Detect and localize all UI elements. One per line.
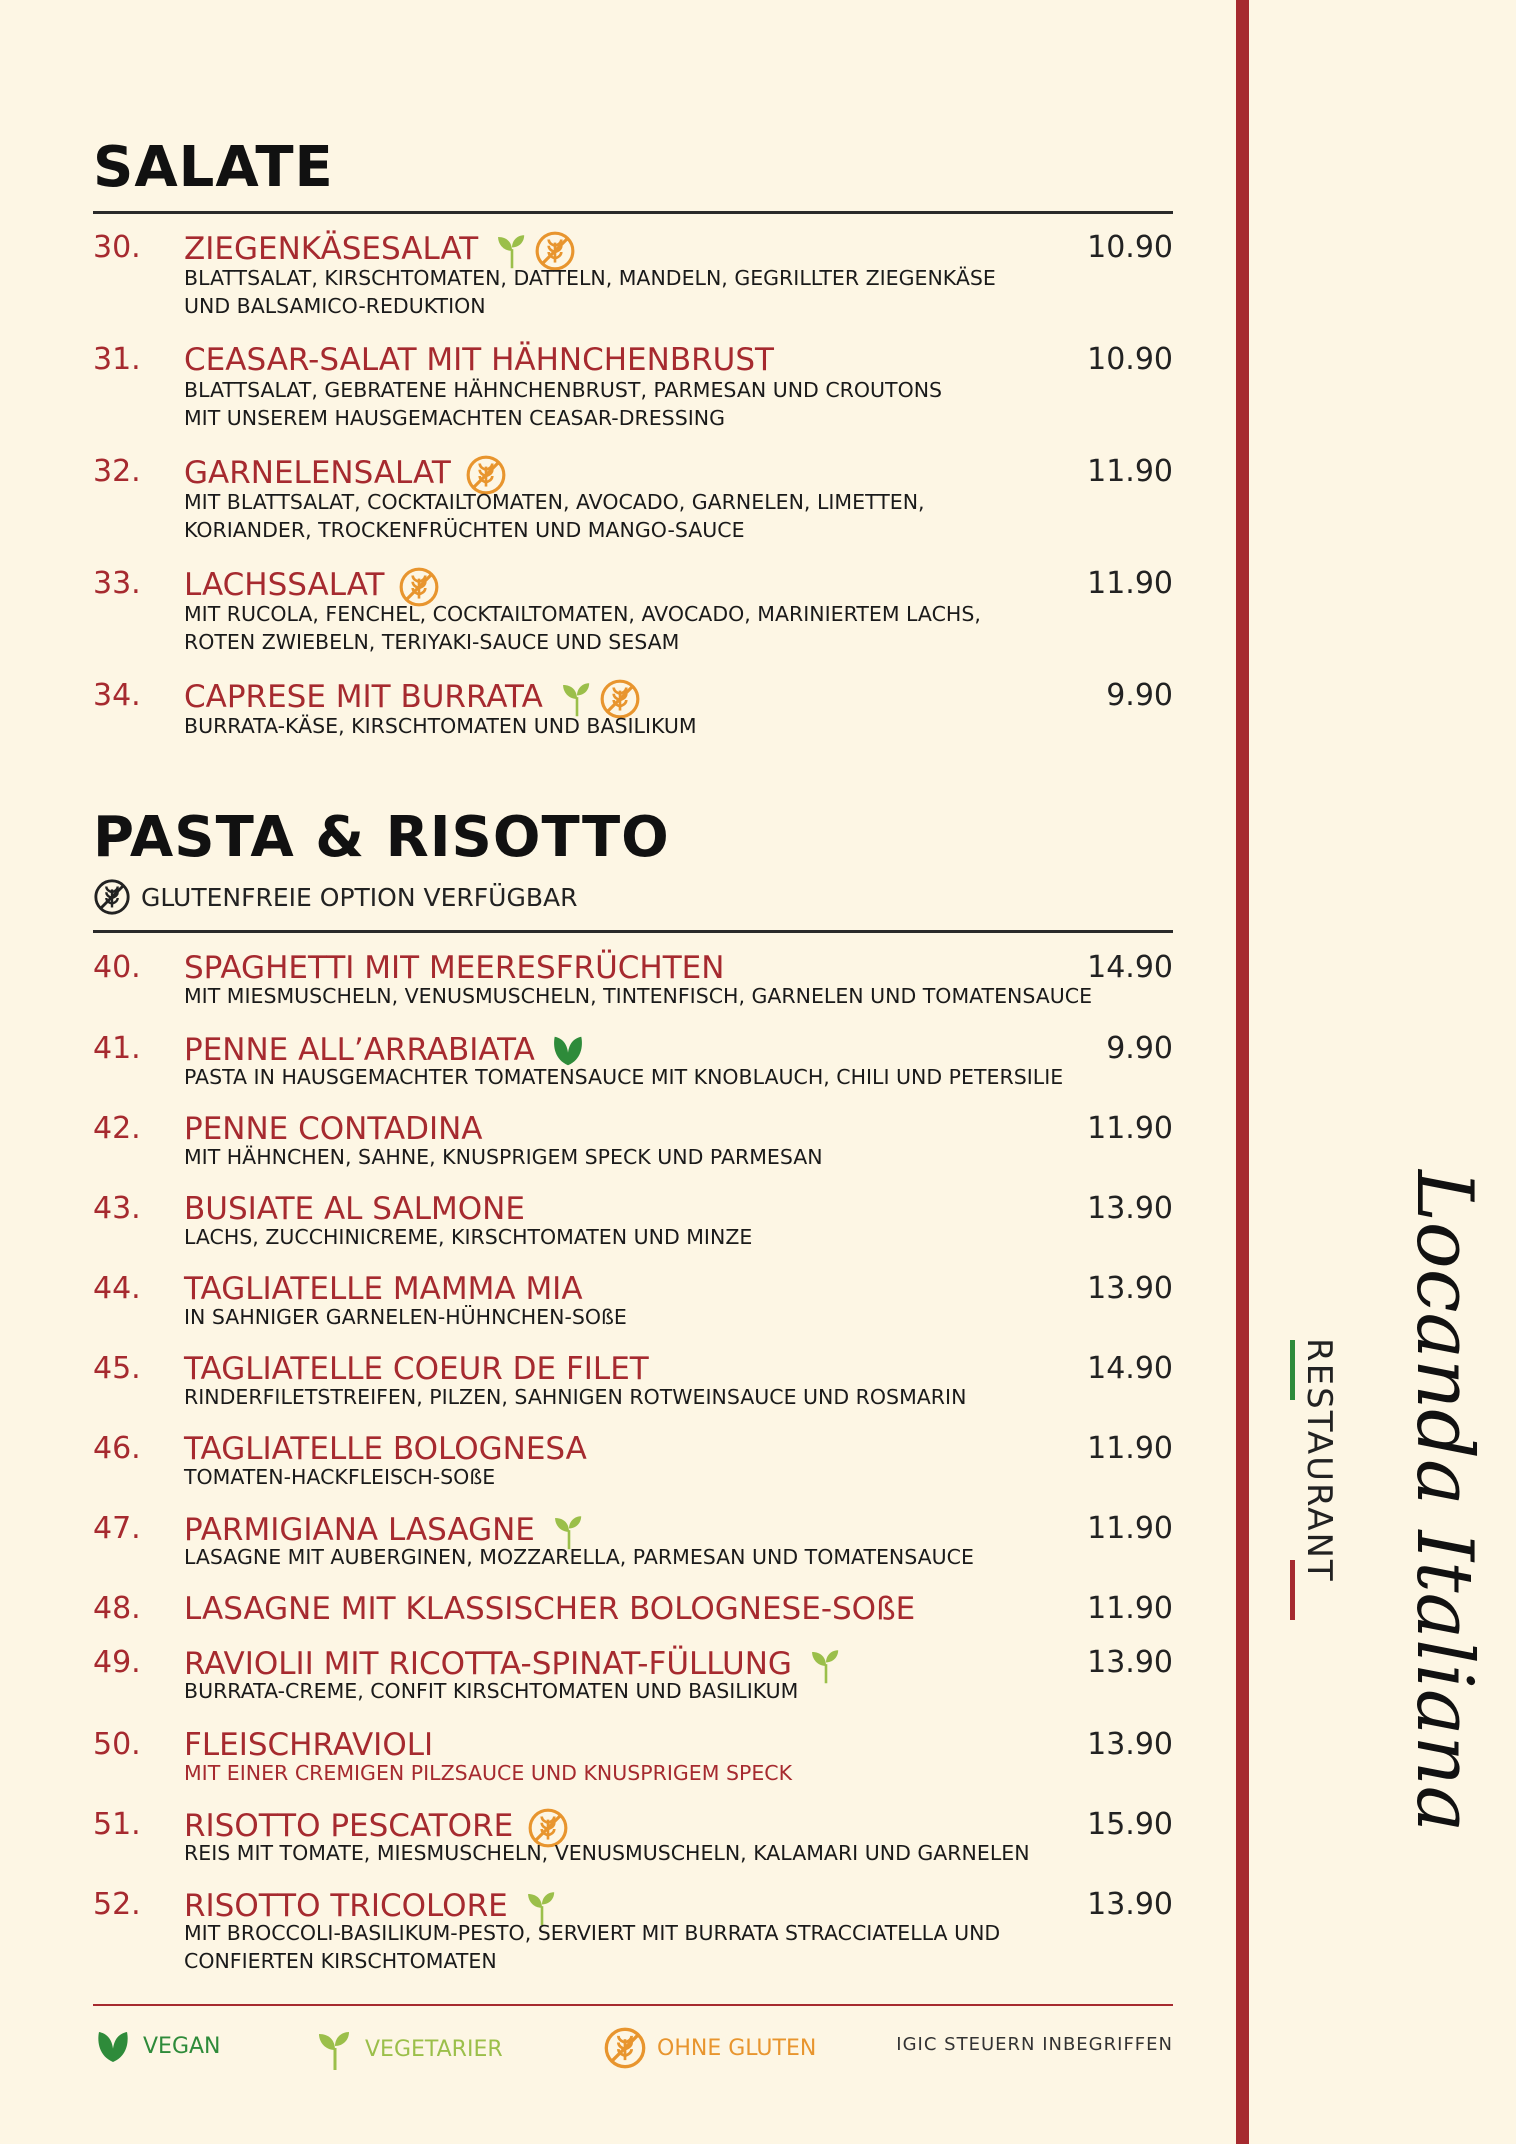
gluten-free-note-text: GLUTENFREIE OPTION VERFÜGBAR [141, 882, 578, 912]
gluten-free-option-icon [93, 878, 131, 916]
diet-icons [557, 678, 637, 716]
item-price: 10.90 [1087, 342, 1173, 377]
item-description: BURRATA-KÄSE, KIRSCHTOMATEN UND BASILIKUM [184, 714, 697, 738]
diet-icons [806, 1645, 844, 1683]
item-price: 14.90 [1087, 950, 1173, 985]
item-name-text: TAGLIATELLE MAMMA MIA [184, 1271, 583, 1307]
item-number: 52. [93, 1887, 141, 1922]
diet-icons [465, 454, 503, 492]
item-price: 11.90 [1087, 1591, 1173, 1626]
item-name-text: TAGLIATELLE BOLOGNESA [184, 1431, 587, 1467]
item-name-text: GARNELENSALAT [184, 455, 451, 491]
item-number: 31. [93, 342, 141, 377]
item-name-text: PENNE CONTADINA [184, 1111, 483, 1147]
item-price: 15.90 [1087, 1807, 1173, 1842]
item-name-text: PARMIGIANA LASAGNE [184, 1512, 535, 1548]
item-price: 13.90 [1087, 1191, 1173, 1226]
item-description-line2: MIT UNSEREM HAUSGEMACHTEN CEASAR-DRESSING [184, 406, 725, 430]
brand-logo [1299, 1160, 1489, 1833]
item-description: BLATTSALAT, KIRSCHTOMATEN, DATTELN, MANDELN, GEGRILLTER ZIEGENKÄSE [184, 266, 996, 290]
legend-vegetarian-label: VEGETARIER [365, 2036, 503, 2062]
legend [93, 2026, 1173, 2086]
item-name [184, 454, 503, 492]
item-number: 30. [93, 230, 141, 265]
item-name-text: BUSIATE AL SALMONE [184, 1191, 525, 1227]
item-description: REIS MIT TOMATE, MIESMUSCHELN, VENUSMUSCHELN, KALAMARI UND GARNELEN [184, 1841, 1030, 1865]
item-name-text: FLEISCHRAVIOLI [184, 1727, 434, 1763]
item-number: 49. [93, 1645, 141, 1680]
item-name-text: TAGLIATELLE COEUR DE FILET [184, 1351, 649, 1387]
item-name-text: RAVIOLII MIT RICOTTA-SPINAT-FÜLLUNG [184, 1646, 792, 1682]
gluten-free-icon [465, 454, 503, 492]
item-name-text: ZIEGENKÄSESALAT [184, 231, 479, 267]
item-name-text: CAPRESE MIT BURRATA [184, 679, 543, 715]
legend-vegetarian [315, 2026, 503, 2072]
legend-vegan-label: VEGAN [143, 2033, 221, 2059]
item-number: 41. [93, 1031, 141, 1066]
item-price: 11.90 [1087, 1111, 1173, 1146]
divider [93, 930, 1173, 933]
item-name-text: RISOTTO TRICOLORE [184, 1888, 508, 1924]
item-description: MIT MIESMUSCHELN, VENUSMUSCHELN, TINTENFISCH, GARNELEN UND TOMATENSAUCE [184, 984, 1093, 1008]
item-price: 13.90 [1087, 1645, 1173, 1680]
item-price: 13.90 [1087, 1727, 1173, 1762]
item-name [184, 1111, 482, 1147]
item-number: 48. [93, 1591, 141, 1626]
item-description-line2: ROTEN ZWIEBELN, TERIYAKI-SAUCE UND SESAM [184, 630, 680, 654]
item-description-line2: KORIANDER, TROCKENFRÜCHTEN UND MANGO-SAUCE [184, 518, 745, 542]
item-description: PASTA IN HAUSGEMACHTER TOMATENSAUCE MIT KNOBLAUCH, CHILI UND PETERSILIE [184, 1065, 1064, 1089]
gluten-free-icon [599, 678, 637, 716]
item-price: 11.90 [1087, 1431, 1173, 1466]
item-name-text: RISOTTO PESCATORE [184, 1808, 514, 1844]
item-number: 43. [93, 1191, 141, 1226]
item-name [184, 1351, 649, 1387]
item-price: 9.90 [1106, 1031, 1173, 1066]
item-name [184, 1431, 587, 1467]
item-description: MIT BLATTSALAT, COCKTAILTOMATEN, AVOCADO, GARNELEN, LIMETTEN, [184, 490, 925, 514]
item-number: 40. [93, 950, 141, 985]
item-number: 32. [93, 454, 141, 489]
item-number: 47. [93, 1511, 141, 1546]
item-description: MIT HÄHNCHEN, SAHNE, KNUSPRIGEM SPECK UND PARMESAN [184, 1145, 823, 1169]
item-description: RINDERFILETSTREIFEN, PILZEN, SAHNIGEN ROTWEINSAUCE UND ROSMARIN [184, 1385, 967, 1409]
diet-icons [492, 230, 572, 268]
item-description-line2: CONFIERTEN KIRSCHTOMATEN [184, 1949, 497, 1973]
item-name-text: SPAGHETTI MIT MEERESFRÜCHTEN [184, 950, 725, 986]
item-description: MIT EINER CREMIGEN PILZSAUCE UND KNUSPRIGEM SPECK [184, 1761, 793, 1785]
brand-subtitle: RESTAURANT [1299, 1338, 1339, 1583]
legend-vegan [93, 2026, 221, 2066]
item-number: 44. [93, 1271, 141, 1306]
item-number: 46. [93, 1431, 141, 1466]
item-name [184, 1271, 583, 1307]
legend-gluten-free [603, 2026, 816, 2070]
item-name [184, 342, 774, 378]
item-description-line2: UND BALSAMICO-REDUKTION [184, 294, 486, 318]
item-description: IN SAHNIGER GARNELEN-HÜHNCHEN-SOßE [184, 1305, 627, 1329]
item-price: 11.90 [1087, 454, 1173, 489]
item-name [184, 1591, 915, 1627]
legend-gluten-free-label: OHNE GLUTEN [657, 2035, 817, 2061]
item-number: 45. [93, 1351, 141, 1386]
section-title-pasta: PASTA & RISOTTO [93, 805, 670, 870]
item-name-text: CEASAR-SALAT MIT HÄHNCHENBRUST [184, 342, 774, 378]
divider [93, 211, 1173, 214]
item-price: 10.90 [1087, 230, 1173, 265]
divider-red [93, 2004, 1173, 2006]
item-name [184, 1191, 525, 1227]
vegetarian-icon [492, 230, 530, 268]
item-price: 11.90 [1087, 1511, 1173, 1546]
item-name-text: LACHSSALAT [184, 567, 385, 603]
item-description: MIT RUCOLA, FENCHEL, COCKTAILTOMATEN, AVOCADO, MARINIERTEM LACHS, [184, 602, 981, 626]
item-name-text: PENNE ALL’ARRABIATA [184, 1032, 535, 1068]
item-description: BURRATA-CREME, CONFIT KIRSCHTOMATEN UND BASILIKUM [184, 1679, 799, 1703]
vegetarian-icon [806, 1645, 844, 1683]
item-name [184, 1727, 433, 1763]
item-number: 51. [93, 1807, 141, 1842]
section-title-salate: SALATE [93, 135, 334, 200]
item-number: 50. [93, 1727, 141, 1762]
item-description: LACHS, ZUCCHINICREME, KIRSCHTOMATEN UND MINZE [184, 1225, 753, 1249]
vegetarian-icon [315, 2026, 355, 2072]
gluten-free-icon [534, 230, 572, 268]
item-name [184, 230, 572, 268]
item-name [184, 678, 637, 716]
brand-script: Locanda Italiana [1399, 1170, 1489, 1833]
item-description: TOMATEN-HACKFLEISCH-SOßE [184, 1465, 496, 1489]
gluten-free-note [93, 878, 577, 916]
item-description: MIT BROCCOLI-BASILIKUM-PESTO, SERVIERT MIT BURRATA STRACCIATELLA UND [184, 1921, 1001, 1945]
gluten-free-icon [398, 566, 436, 604]
item-number: 33. [93, 566, 141, 601]
item-number: 34. [93, 678, 141, 713]
item-price: 9.90 [1106, 678, 1173, 713]
item-price: 13.90 [1087, 1271, 1173, 1306]
red-border-line [1236, 0, 1249, 2144]
vegetarian-icon [557, 678, 595, 716]
item-name-text: LASAGNE MIT KLASSISCHER BOLOGNESE-SOßE [184, 1591, 916, 1627]
item-price: 13.90 [1087, 1887, 1173, 1922]
tax-note: IGIC STEUERN INBEGRIFFEN [896, 2034, 1173, 2055]
item-name [184, 566, 436, 604]
item-name [184, 950, 724, 986]
item-number: 42. [93, 1111, 141, 1146]
item-price: 11.90 [1087, 566, 1173, 601]
vegan-icon [93, 2026, 133, 2066]
gluten-free-icon [603, 2026, 647, 2070]
item-description: LASAGNE MIT AUBERGINEN, MOZZARELLA, PARMESAN UND TOMATENSAUCE [184, 1545, 974, 1569]
item-description: BLATTSALAT, GEBRATENE HÄHNCHENBRUST, PARMESAN UND CROUTONS [184, 378, 943, 402]
diet-icons [398, 566, 436, 604]
item-price: 14.90 [1087, 1351, 1173, 1386]
